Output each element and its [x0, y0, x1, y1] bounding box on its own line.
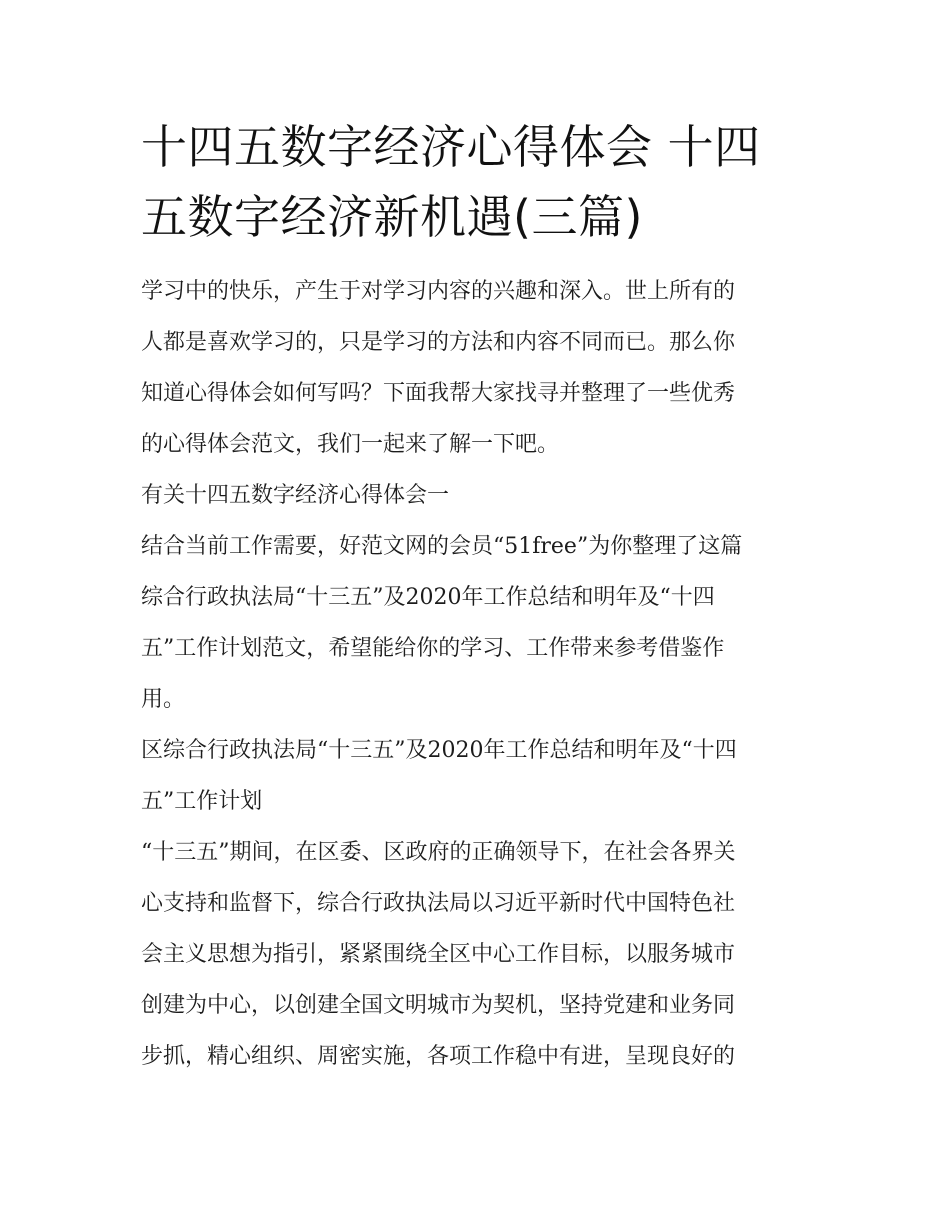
- document-body: [141, 266, 821, 1082]
- paragraph-line: 会主义思想为指引，紧紧围绕全区中心工作目标，以服务城市: [141, 942, 736, 967]
- section-heading: 有关十四五数字经济心得体会一: [141, 483, 450, 508]
- intro-line: 人都是喜欢学习的，只是学习的方法和内容不同而已。那么你: [141, 330, 736, 355]
- paragraph-line: 心支持和监督下，综合行政执法局以习近平新时代中国特色社: [141, 891, 736, 916]
- paragraph-line: 步抓，精心组织、周密实施，各项工作稳中有进，呈现良好的: [141, 1044, 736, 1069]
- intro-line: 学习中的快乐，产生于对学习内容的兴趣和深入。世上所有的: [141, 279, 736, 304]
- subheading-line: 五”工作计划: [141, 789, 263, 814]
- paragraph-line: 用。: [141, 687, 186, 712]
- paragraph-line: 创建为中心，以创建全国文明城市为契机，坚持党建和业务同: [141, 993, 736, 1018]
- intro-line: 的心得体会范文，我们一起来了解一下吧。: [141, 432, 560, 457]
- paragraph-line: 结合当前工作需要，好范文网的会员“51free”为你整理了这篇: [141, 534, 743, 559]
- title-line: 十四五数字经济心得体会 十四: [141, 120, 761, 174]
- paragraph-line: “十三五”期间，在区委、区政府的正确领导下，在社会各界关: [141, 840, 736, 865]
- subheading-line: 区综合行政执法局“十三五”及2020年工作总结和明年及“十四: [141, 738, 737, 763]
- title-line: 五数字经济新机遇(三篇): [141, 190, 643, 244]
- intro-line: 知道心得体会如何写吗？下面我帮大家找寻并整理了一些优秀: [141, 381, 736, 406]
- paragraph-line: 五”工作计划范文，希望能给你的学习、工作带来参考借鉴作: [141, 636, 725, 661]
- document-content: [141, 112, 821, 1082]
- paragraph-line: 综合行政执法局“十三五”及2020年工作总结和明年及“十四: [141, 585, 715, 610]
- document-title: [141, 112, 821, 252]
